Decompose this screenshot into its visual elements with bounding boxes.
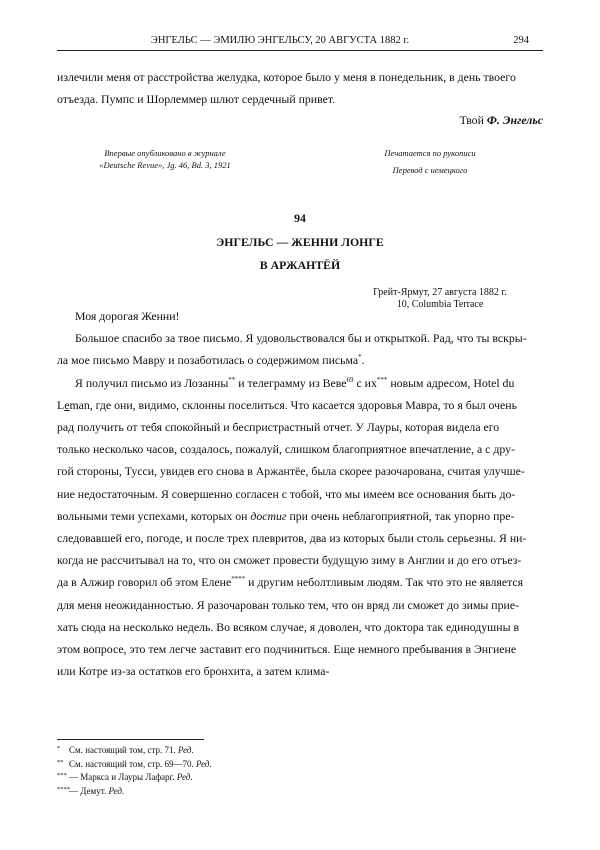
text-line: когда не рассчитывал на то, что он сможет провести будущую зиму в Англии и до его отъез- <box>57 553 522 568</box>
letter-number: 94 <box>294 211 306 225</box>
footnote-rule <box>57 739 204 740</box>
header-rule <box>57 50 543 51</box>
text-line: рад получить от тебя спокойный и беспристрастный отчет. У Лауры, которая видела его <box>57 420 500 435</box>
text-line: или Котре из-за остатков его бронхита, а затем клима- <box>57 664 330 679</box>
text-line: хать сюда на несколько недель. Во всяком случае, я доволен, что доктора так единодушны в <box>57 619 520 634</box>
letter-place: В АРЖАНТЁЙ <box>259 258 341 272</box>
date-line: Грейт-Ярмут, 27 августа 1882 г. <box>373 287 507 298</box>
greeting: Моя дорогая Женни! <box>75 309 180 323</box>
footnote: ****— Демут. Ред. <box>57 785 125 796</box>
text-line: следовавшей его, погоде, и после трех плевритов, два из которых были столь серьезны. Я ни- <box>57 531 527 546</box>
text-line: ние недостаточным. Я совершенно согласен с тобой, что мы имеем все основания быть до- <box>57 486 516 501</box>
footnote: ** См. настоящий том, стр. 69—70. Ред. <box>57 758 212 769</box>
signature: Ф. Энгельс <box>486 113 543 127</box>
running-header <box>57 35 543 49</box>
letter-body <box>57 305 543 682</box>
signature-block <box>460 113 543 128</box>
address-line: 10, Columbia Terrace <box>396 299 484 310</box>
text-line: этом вопросе, это тем легче заставит его подчиниться. Еще немного пребывания в Энгиене <box>57 642 517 657</box>
footnotes <box>57 743 212 797</box>
text-line: Leman, где они, видимо, склонны поселиться. Что касается здоровья Мавра, то я был очень <box>57 397 517 412</box>
note-line: «Deutsche Revue», Jg. 46, Bd. 3, 1921 <box>99 160 231 170</box>
text-line: гой стороны, Тусси, увидев его снова в Аржантёе, была скорее разочарована, считая улучше- <box>57 464 525 479</box>
text-line: отъезда. Пумпс и Шорлеммер шлют сердечный привет. <box>57 92 336 107</box>
footnote-ref[interactable]: * <box>358 353 362 362</box>
note-line: Перевод с немецкого <box>392 165 468 175</box>
text-line: Большое спасибо за твое письмо. Я удовольствовался бы и открыткой. Рад, что ты вскры- <box>75 331 527 346</box>
letter-title: ЭНГЕЛЬС — ЖЕННИ ЛОНГЕ <box>216 235 384 249</box>
text-line: ла мое письмо Мавру и позаботилась о содержимом письма*. <box>57 353 365 368</box>
page-number: 294 <box>513 35 529 46</box>
text-line: излечили меня от расстройства желудка, которое было у меня в понедельник, в день твоего <box>57 70 516 84</box>
note-ref[interactable]: 69 <box>346 375 354 384</box>
footnote-ref[interactable]: *** <box>376 375 388 384</box>
footnote: * См. настоящий том, стр. 71. Ред. <box>57 745 194 755</box>
footnote-ref[interactable]: ** <box>228 375 236 384</box>
running-header-title: ЭНГЕЛЬС — ЭМИЛЮ ЭНГЕЛЬСУ, 20 АВГУСТА 1882 г. <box>150 35 410 46</box>
source-note <box>350 147 510 176</box>
footnote: *** — Маркса и Лауры Лафарг. Ред. <box>57 772 193 782</box>
note-line: Впервые опубликовано в журнале <box>104 148 226 158</box>
prev-letter-ending <box>57 66 543 110</box>
publication-note <box>70 147 260 171</box>
emphasis: достиг <box>250 508 287 523</box>
text-line: только несколько часов, создалось, пожалуй, слишком благоприятное впечатление, а с дру- <box>57 442 515 457</box>
closing: Твой <box>459 113 484 127</box>
text-line: Я получил письмо из Лозанны** и телеграмму из Веве$^{69}$ с их*** новым адресом, Hotel du <box>75 375 515 390</box>
text-line: да в Алжир говорил об этом Елене**** и другим неболтливым людям. Так что это не является <box>57 575 524 590</box>
note-line: Печатается по рукописи <box>384 148 476 158</box>
text-line: вольными теми успехами, которых он достиг при очень неблагоприятной, так упорно пре- <box>57 508 515 523</box>
footnote-ref[interactable]: **** <box>231 575 246 584</box>
text-line: для меня неожиданностью. Я разочарован только тем, что он вряд ли сможет до зимы прие- <box>57 597 520 612</box>
